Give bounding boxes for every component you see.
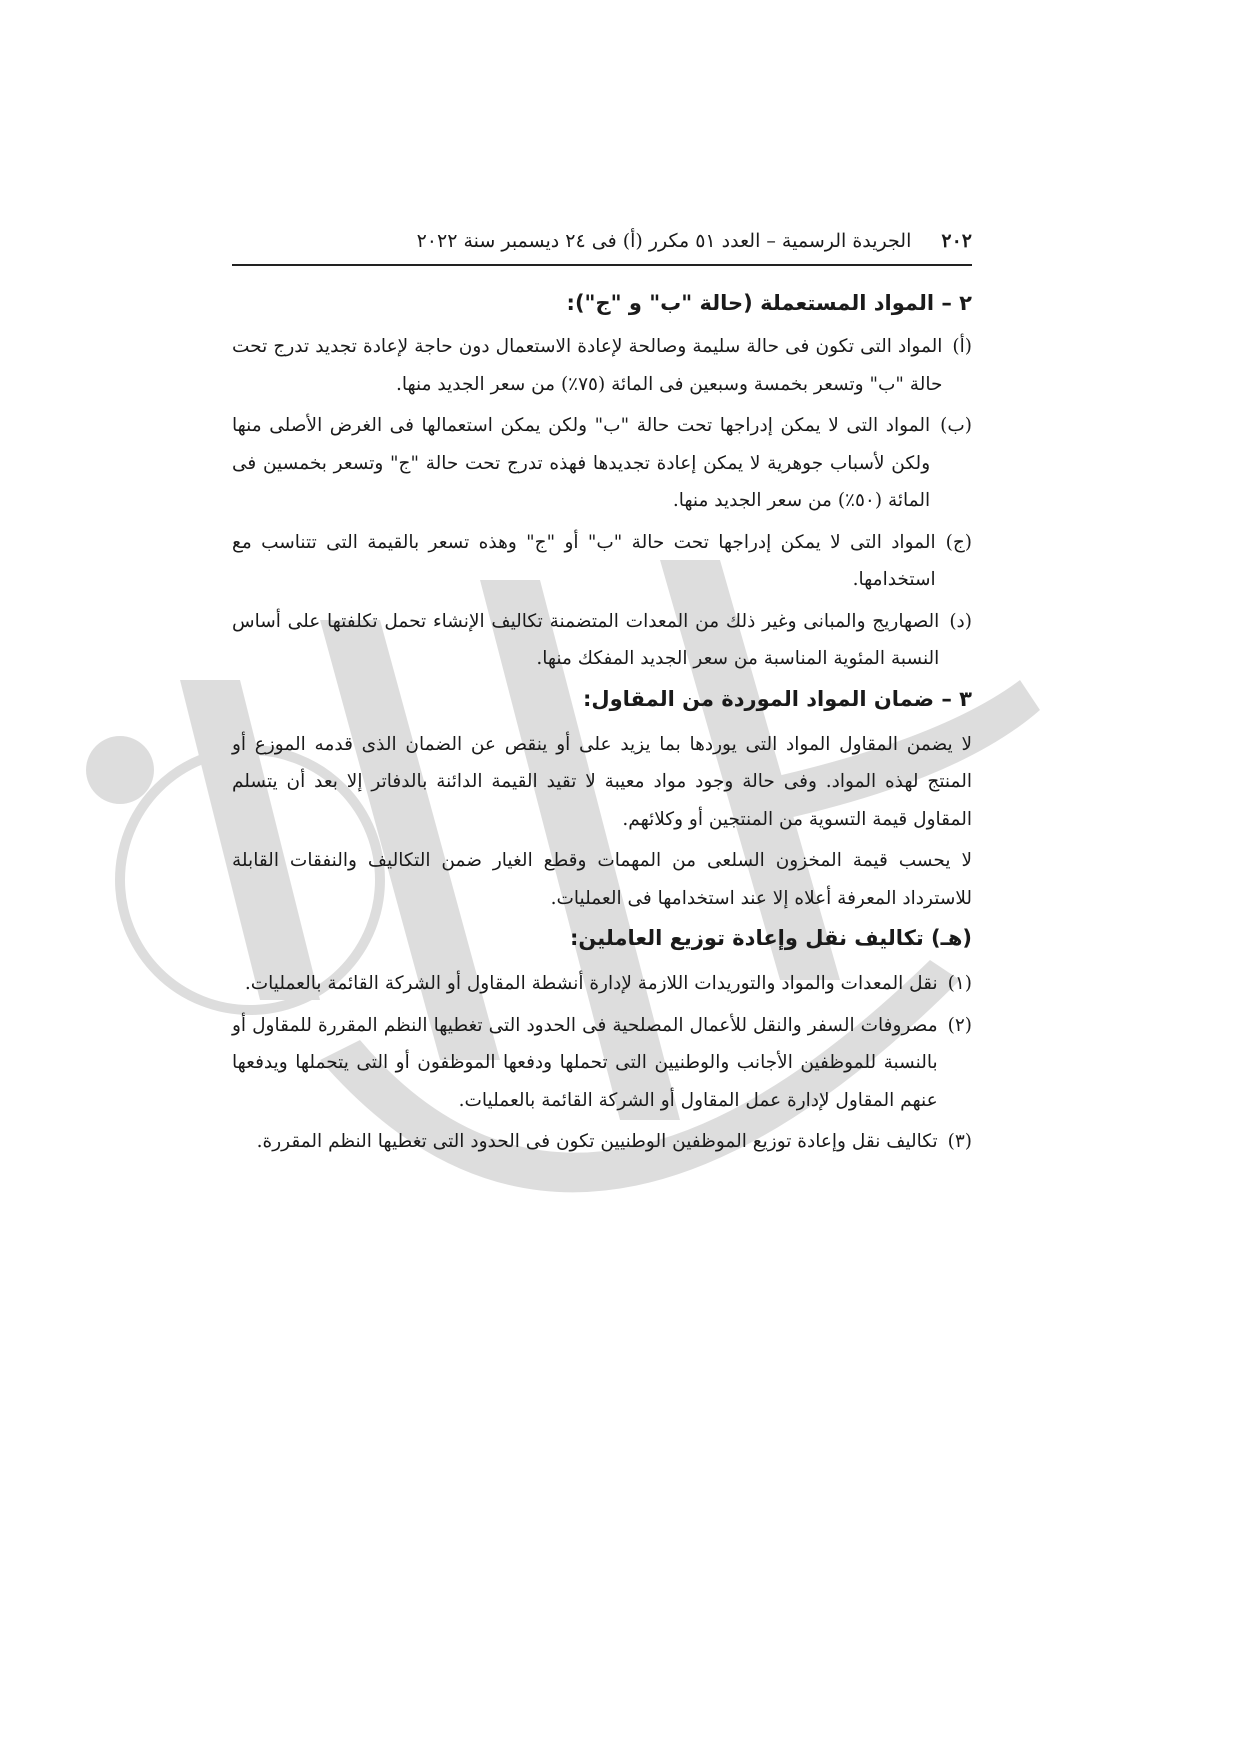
list-item (232, 603, 972, 678)
list-item-text: تكاليف نقل وإعادة توزيع الموظفين الوطنيين تكون فى الحدود التى تغطيها النظم المقررة. (256, 1131, 938, 1152)
list-item (232, 1007, 972, 1120)
list-item-label: (٢) (947, 1014, 972, 1036)
gazette-title: الجريدة الرسمية – العدد ٥١ مكرر (أ) فى ٢٤ ديسمبر سنة ٢٠٢٢ (416, 230, 912, 252)
paragraph: لا يحسب قيمة المخزون السلعى من المهمات وقطع الغيار ضمن التكاليف والنفقات القابلة للاسترداد المعرفة أعلاه إلا عند استخدامها فى العمليات. (232, 850, 972, 909)
list-item (232, 407, 972, 520)
list-item-label: (ج) (945, 531, 972, 553)
list-item (232, 524, 972, 599)
page-number: ٢٠٢ (941, 230, 972, 252)
list-item (232, 328, 972, 403)
list-item-text: المواد التى تكون فى حالة سليمة وصالحة لإعادة الاستعمال دون حاجة لإعادة تجديد تدرج تحت حالة "ب" وتسعر بخمسة وسبعين فى المائة (٧٥٪) من سعر الجديد منها. (232, 336, 943, 395)
list-item-text: مصروفات السفر والنقل للأعمال المصلحية فى الحدود التى تغطيها النظم المقررة للمقاول أو بالنسبة للموظفين الأجانب والوطنيين التى تحملها ودفعها الموظفون أو التى يتحملها ويدفعها عنهم المقاول لإدارة عمل المقاول أو الشركة القائمة بالعمليات. (232, 1014, 938, 1111)
list-item-label: (٣) (947, 1131, 972, 1152)
list-item-text: المواد التى لا يمكن إدراجها تحت حالة "ب" ولكن يمكن استعمالها فى الغرض الأصلى منها ولكن لأسباب جوهرية لا يمكن إعادة تجديدها فهذه تدرج تحت حالة "ج" وتسعر بخمسين فى المائة (٥٠٪) من سعر الجديد منها. (232, 415, 931, 511)
section-2-heading: ٢ – المواد المستعملة (حالة "ب" و "ج"): (566, 291, 972, 315)
list-item (232, 965, 972, 1003)
list-item (232, 1123, 972, 1161)
watermark-dot (86, 736, 154, 804)
list-item-label: (د) (949, 610, 972, 632)
running-header (232, 226, 972, 266)
section-3-heading: ٣ – ضمان المواد الموردة من المقاول: (582, 686, 972, 711)
list-item-text: المواد التى لا يمكن إدراجها تحت حالة "ب" أو "ج" وهذه تسعر بالقيمة التى تتناسب مع استخدامها. (232, 531, 936, 590)
list-item-text: الصهاريج والمبانى وغير ذلك من المعدات المتضمنة تكاليف الإنشاء تحمل تكلفتها على أساس النسبة المئوية المناسبة من سعر الجديد المفكك منها. (232, 610, 940, 669)
section-h-heading: (هـ) تكاليف نقل وإعادة توزيع العاملين: (570, 926, 972, 950)
paragraph: لا يضمن المقاول المواد التى يوردها بما يزيد على أو ينقص عن الضمان الذى قدمه الموزع أو المنتج لهذه المواد. وفى حالة وجود مواد معيبة لا تقيد القيمة الدائنة بالدفاتر إلا بعد أن يتسلم المقاول قيمة التسوية من المنتجين أو وكلائهم. (232, 733, 972, 830)
document-page (232, 226, 972, 1165)
list-item-label: (ب) (940, 415, 972, 436)
list-item-text: نقل المعدات والمواد والتوريدات اللازمة لإدارة أنشطة المقاول أو الشركة القائمة بالعمليات. (244, 973, 938, 994)
list-item-label: (أ) (952, 336, 972, 357)
list-item-label: (١) (947, 973, 972, 994)
